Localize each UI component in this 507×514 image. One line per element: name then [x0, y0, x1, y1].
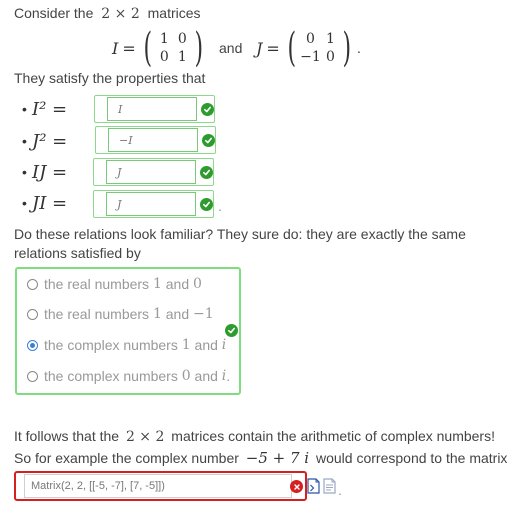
radio-button[interactable]	[27, 309, 38, 320]
matrix-entry: 0	[159, 49, 169, 65]
period: .	[357, 40, 361, 56]
bullet: •	[22, 195, 27, 211]
consider-text: Consider the	[14, 5, 94, 21]
property-row	[22, 188, 92, 218]
answer-input[interactable]: J	[106, 160, 196, 184]
right-paren: )	[194, 25, 204, 71]
familiar-line-2: relations satisfied by	[14, 245, 141, 261]
choice-value: i	[221, 337, 227, 353]
matrix-entry: −1	[300, 49, 321, 65]
conclusion-text: It follows that the	[14, 428, 120, 444]
matrix-I-entries	[155, 31, 191, 65]
answer-box-IJ[interactable]	[93, 158, 214, 186]
choice-text: the real numbers	[44, 306, 153, 322]
choice-text: .	[226, 368, 231, 384]
choice-value: 1	[181, 337, 191, 353]
conclusion-text: would correspond to the matrix	[316, 450, 507, 466]
choice-group	[15, 267, 241, 395]
conclusion-line-1	[14, 428, 495, 445]
check-icon	[200, 166, 213, 179]
choice-option-complex-0-i[interactable]	[27, 368, 230, 384]
check-icon	[225, 324, 238, 337]
preview-icon[interactable]	[307, 478, 320, 497]
answer-box-JI[interactable]	[93, 190, 214, 218]
property-label: J² =	[32, 130, 68, 152]
choice-text: and	[161, 306, 194, 322]
trailing-dot: .	[218, 198, 222, 214]
radio-button[interactable]	[27, 371, 38, 382]
intro-text	[14, 5, 201, 22]
choice-text: the complex numbers	[44, 337, 182, 353]
matrix-I-equation	[112, 25, 207, 71]
matrix-entry: 1	[159, 31, 169, 47]
choice-text: and	[190, 368, 222, 384]
left-paren: (	[143, 25, 152, 71]
choice-value: i	[221, 368, 227, 384]
choice-value: 1	[152, 276, 162, 292]
error-icon	[290, 480, 303, 493]
choice-text: the real numbers	[44, 276, 153, 292]
matrix-entry: 1	[325, 31, 335, 47]
choice-text: and	[161, 276, 194, 292]
conclusion-text: So for example the complex number	[14, 450, 239, 466]
final-answer-input[interactable]: Matrix(2, 2, [[-5, -7], [7, -5]])	[24, 474, 292, 498]
and-text: and	[219, 40, 243, 56]
answer-input[interactable]: J	[106, 192, 196, 216]
conclusion-text: matrices contain the arithmetic of complex numbers!	[171, 428, 495, 444]
matrix-entry: 0	[177, 31, 187, 47]
choice-text: and	[190, 337, 222, 353]
answer-input[interactable]: I	[107, 97, 197, 121]
choice-option-real-1-neg1[interactable]	[27, 306, 214, 322]
answer-box-I-squared[interactable]	[94, 95, 215, 123]
bullet: •	[22, 133, 27, 149]
check-icon	[200, 198, 213, 211]
matrix-J-equation	[256, 25, 361, 71]
property-row	[22, 157, 92, 187]
bullet: •	[22, 164, 27, 180]
choice-value: 1	[152, 306, 162, 322]
choice-value: −1	[193, 306, 214, 322]
matrix-entry: 0	[325, 49, 335, 65]
size-expression: 2 × 2	[125, 429, 165, 445]
radio-button-selected[interactable]	[27, 340, 38, 351]
check-icon	[202, 134, 215, 147]
property-label: JI =	[32, 192, 68, 214]
property-row	[22, 94, 92, 124]
answer-box-J-squared[interactable]	[95, 126, 216, 154]
right-paren: )	[342, 25, 352, 71]
equals-sign: =	[266, 38, 280, 58]
choice-option-complex-1-i[interactable]	[27, 337, 226, 353]
matrices-text: matrices	[147, 5, 201, 21]
properties-text: They satisfy the properties that	[14, 70, 206, 86]
size-expression: 2 × 2	[101, 6, 140, 22]
matrix-J-entries	[299, 31, 339, 65]
answer-input[interactable]: −I	[108, 128, 198, 152]
final-answer-box[interactable]	[14, 471, 307, 501]
matrix-I-symbol: I	[112, 38, 119, 58]
check-icon	[201, 103, 214, 116]
bullet: •	[22, 101, 27, 117]
choice-value: 0	[181, 368, 191, 384]
property-label: I² =	[32, 98, 68, 120]
conclusion-line-2	[14, 449, 507, 467]
help-doc-icon[interactable]	[323, 478, 336, 497]
property-label: IJ =	[32, 161, 68, 183]
complex-number: −5 + 7 i	[245, 449, 310, 467]
familiar-line-1: Do these relations look familiar? They sure do: they are exactly the same	[14, 226, 466, 242]
matrix-entry: 0	[305, 31, 315, 47]
matrix-entry: 1	[177, 49, 187, 65]
choice-text: the complex numbers	[44, 368, 182, 384]
property-row	[22, 126, 92, 156]
trailing-dot: .	[338, 482, 342, 498]
choice-option-real-1-0[interactable]	[27, 276, 202, 292]
choice-value: 0	[193, 276, 202, 292]
left-paren: (	[287, 25, 296, 71]
radio-button[interactable]	[27, 279, 38, 290]
equals-sign: =	[122, 38, 136, 58]
matrix-J-symbol: J	[256, 38, 263, 58]
